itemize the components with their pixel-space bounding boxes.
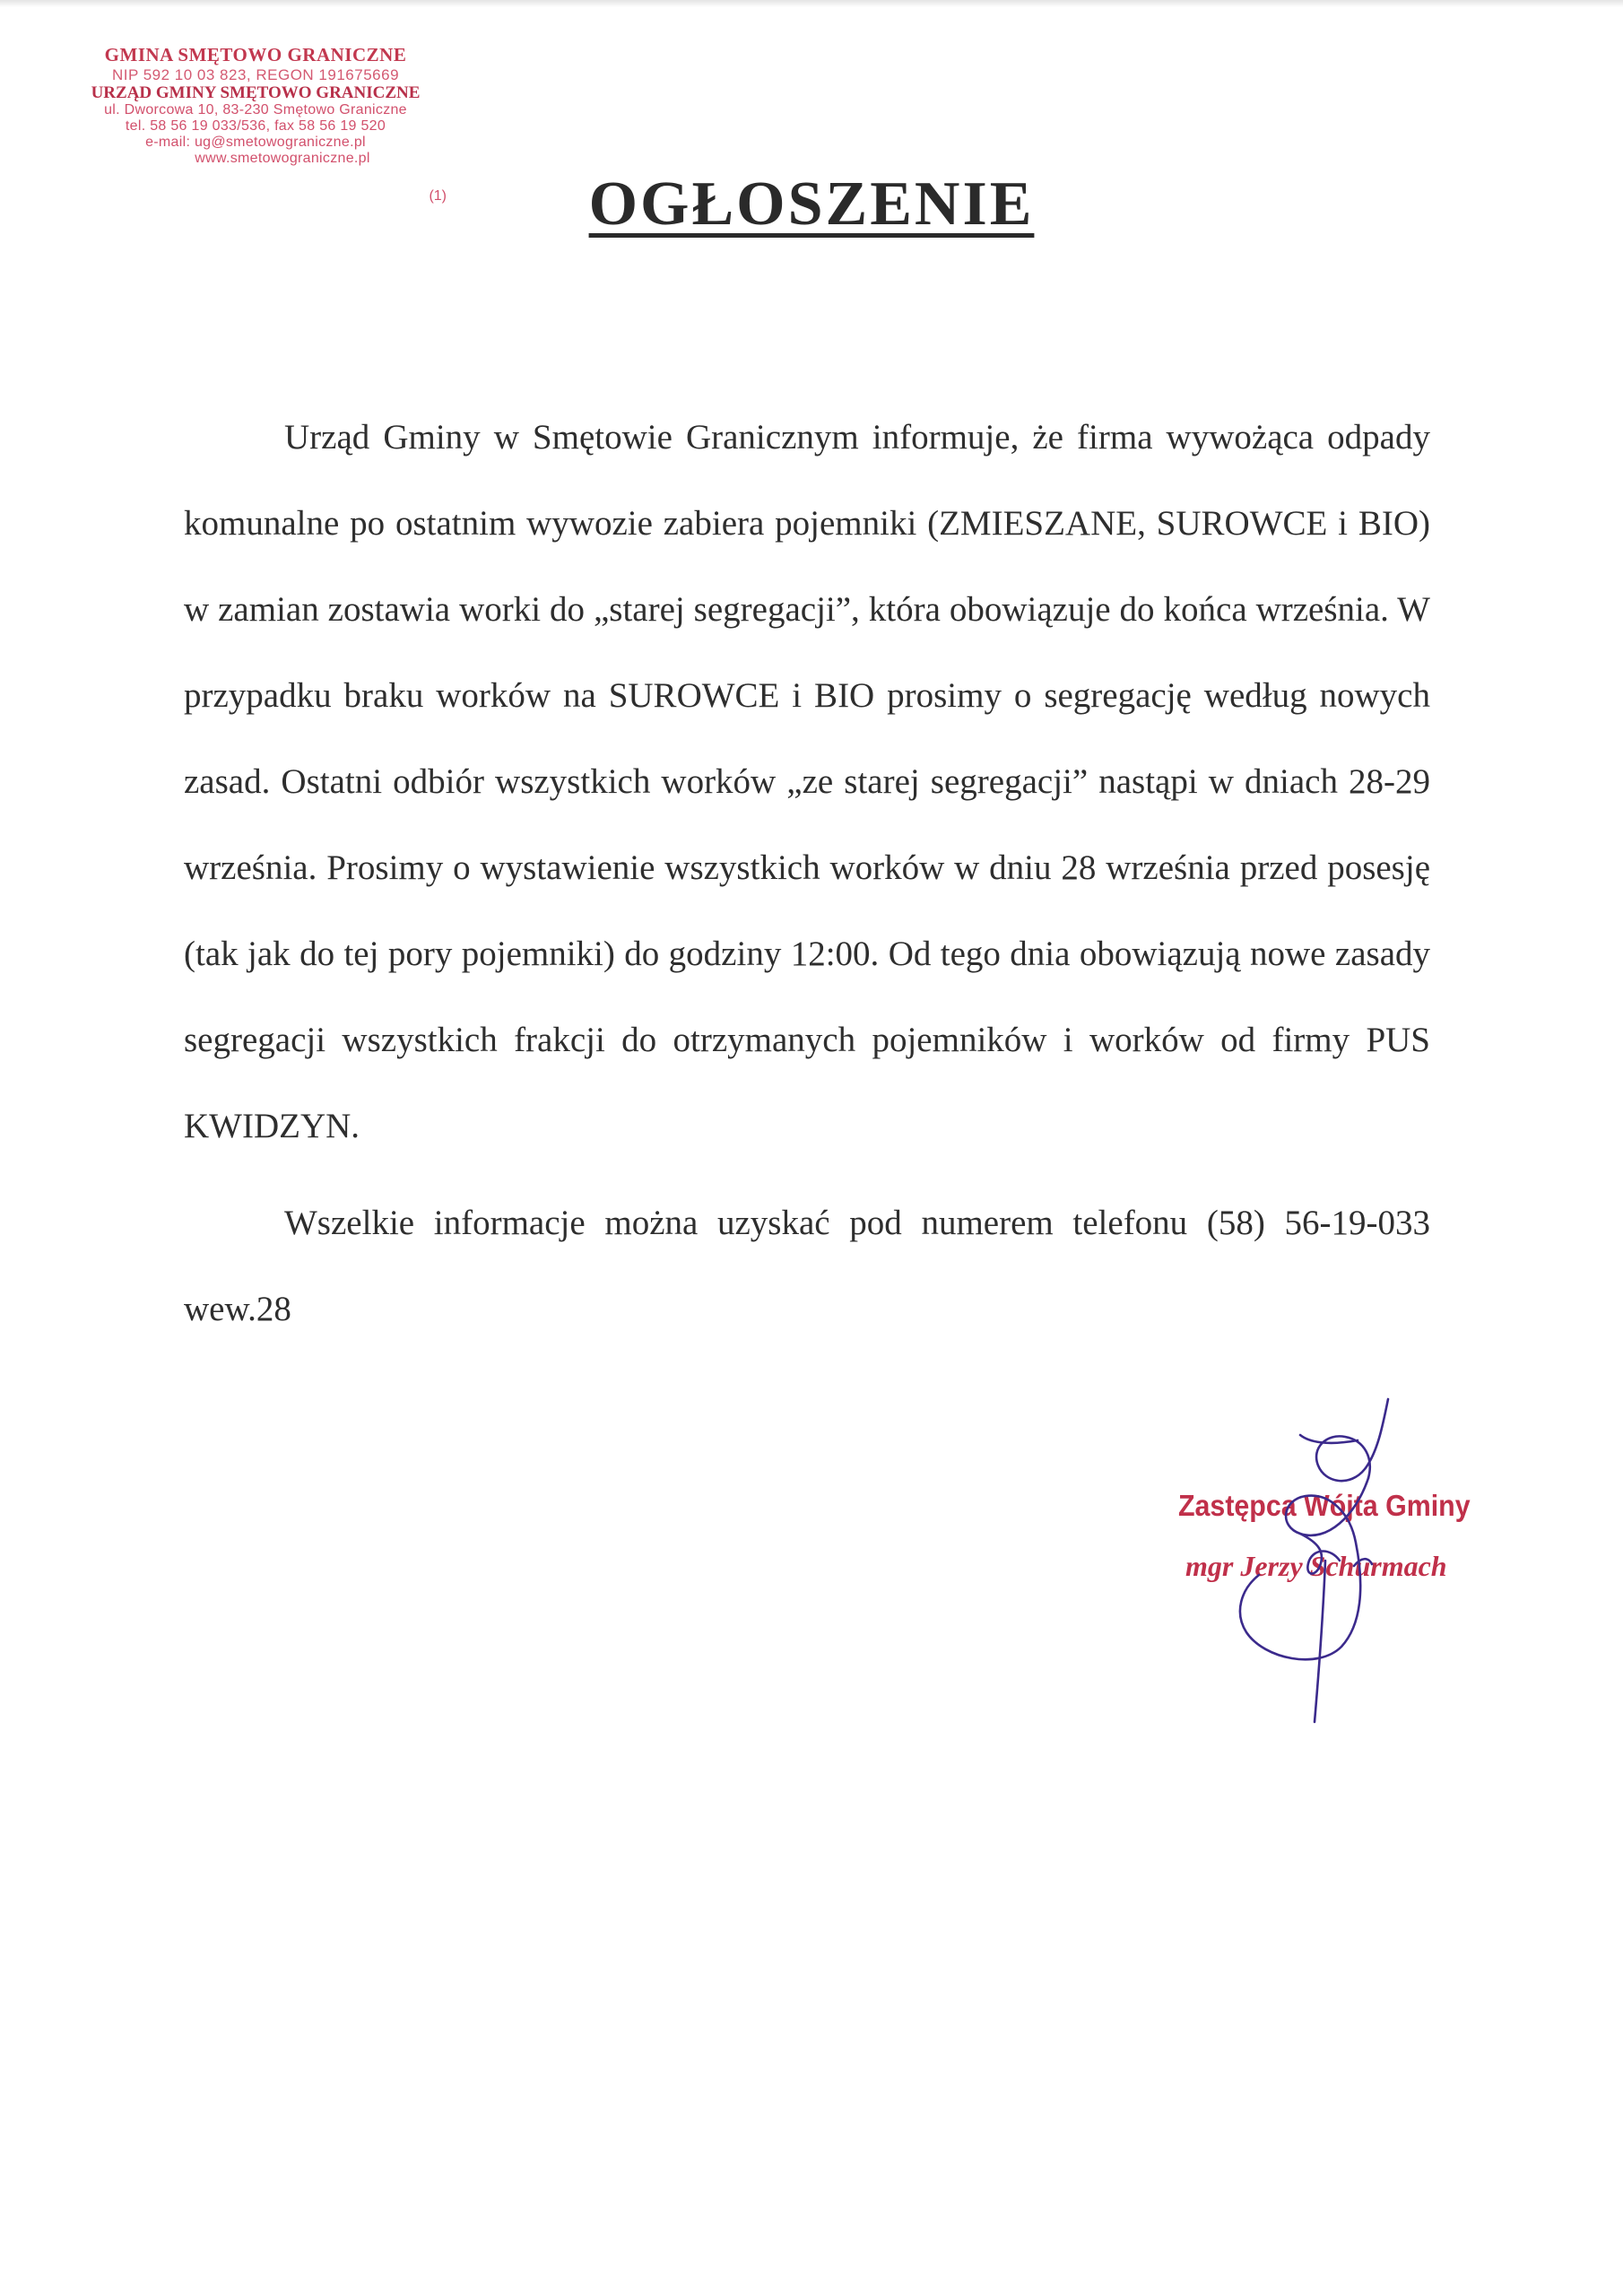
office-stamp <box>63 44 448 204</box>
stamp-website-row <box>63 151 448 167</box>
signature-block <box>1166 1390 1524 1749</box>
stamp-website: www.smetowograniczne.pl <box>195 150 370 166</box>
document-body <box>184 395 1430 1352</box>
document-title: OGŁOSZENIE <box>588 170 1035 239</box>
stamp-office: URZĄD GMINY SMĘTOWO GRANICZNE <box>91 83 421 102</box>
announcement-paragraph: Urząd Gminy w Smętowie Granicznym informuje, że firma wywożąca odpady komunalne po ostatnim wywozie zabiera pojemniki (ZMIESZANE, SUROWCE i BIO) w zamian zostawia worki do „starej segregacji”, która obowiązuje do końca września. W przypadku braku worków na SUROWCE i BIO prosimy o segregację według nowych zasad. Ostatni odbiór wszystkich worków „ze starej segregacji” nastąpi w dniach 28-29 września. Prosimy o wystawienie wszystkich worków w dniu 28 września przed posesję (tak jak do tej pory pojemniki) do godziny 12:00. Od tego dnia obowiązują nowe zasady segregacji wszystkich frakcji do otrzymanych pojemników i worków od firmy PUS KWIDZYN. <box>184 418 1430 1145</box>
stamp-counter: (1) <box>429 188 447 204</box>
scan-edge <box>0 0 1623 7</box>
stamp-ids: NIP 592 10 03 823, REGON 191675669 <box>111 65 400 83</box>
stamp-phone: tel. 58 56 19 033/536, fax 58 56 19 520 <box>125 117 386 134</box>
handwritten-signature <box>1166 1390 1524 1749</box>
stamp-address: ul. Dworcowa 10, 83-230 Smętowo Graniczne <box>104 101 407 117</box>
stamp-org-name: GMINA SMĘTOWO GRANICZNE <box>104 44 407 65</box>
signature-title: Zastępca Wójta Gminy <box>1178 1489 1471 1522</box>
signature-name: mgr Jerzy Schurmach <box>1185 1550 1447 1582</box>
stamp-email: e-mail: ug@smetowograniczne.pl <box>145 134 366 150</box>
contact-paragraph: Wszelkie informacje można uzyskać pod numerem telefonu (58) 56-19-033 wew.28 <box>184 1204 1430 1328</box>
